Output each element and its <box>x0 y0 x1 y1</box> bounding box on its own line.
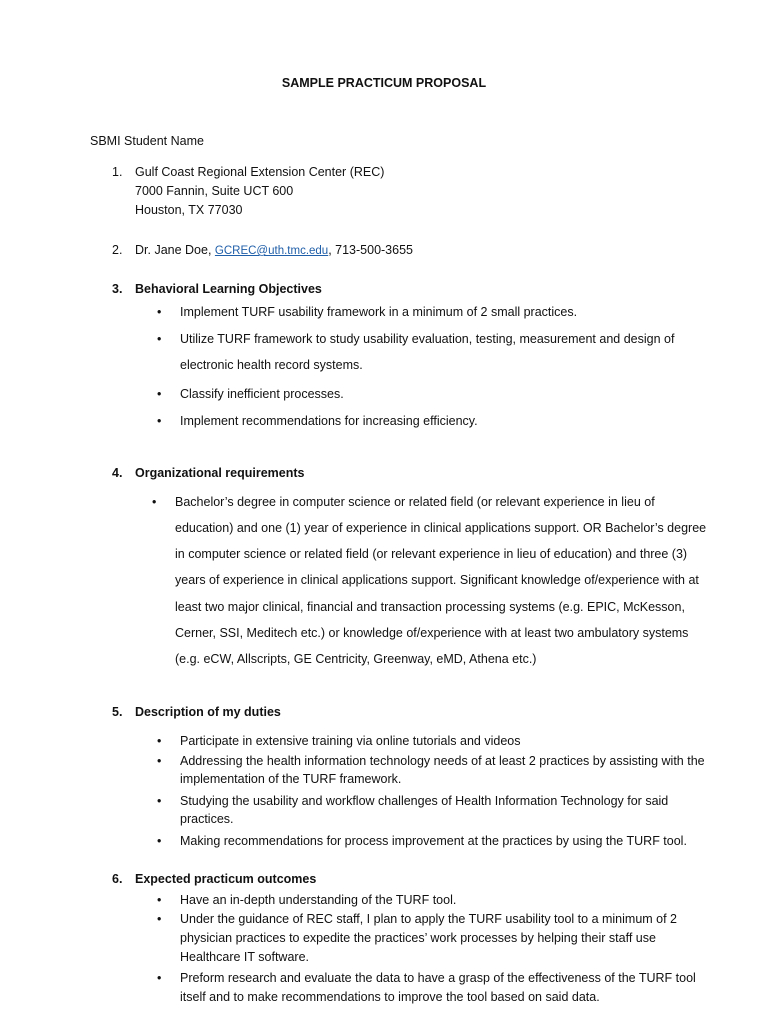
item-3-number: 3. <box>112 282 123 296</box>
requirement-line: in computer science or related field (or relevant experience in lieu of education) and three (3) <box>175 547 688 561</box>
organization-city: Houston, TX 77030 <box>135 203 243 217</box>
duty-item: Studying the usability and workflow challenges of Health Information Technology for said <box>180 794 669 808</box>
student-name-label: SBMI Student Name <box>90 134 204 148</box>
organization-address: 7000 Fannin, Suite UCT 600 <box>135 184 294 198</box>
bullet-icon: • <box>157 893 162 907</box>
bullet-icon: • <box>157 332 162 346</box>
section-heading-requirements: Organizational requirements <box>135 466 305 480</box>
outcome-item-continued: physician practices to expedite the practices’ work processes by helping their staff use <box>180 931 656 945</box>
outcome-item: Under the guidance of REC staff, I plan to apply the TURF usability tool to a minimum of 2 <box>180 912 678 926</box>
duty-item: Addressing the health information technology needs of at least 2 practices by assisting with the <box>180 754 705 768</box>
section-heading-outcomes: Expected practicum outcomes <box>135 872 317 886</box>
bullet-icon: • <box>157 971 162 985</box>
item-6-number: 6. <box>112 872 123 886</box>
duty-item-continued: implementation of the TURF framework. <box>180 772 402 786</box>
bullet-icon: • <box>157 834 162 848</box>
requirement-line: (e.g. eCW, Allscripts, GE Centricity, Greenway, eMD, Athena etc.) <box>175 652 537 666</box>
duty-item: Participate in extensive training via online tutorials and videos <box>180 734 521 748</box>
bullet-icon: • <box>157 305 162 319</box>
objective-item: Utilize TURF framework to study usability evaluation, testing, measurement and design of <box>180 332 675 346</box>
outcome-item-continued: itself and to make recommendations to improve the tool based on said data. <box>180 990 600 1004</box>
requirement-line: education) and one (1) year of experience in clinical applications support. OR Bachelor’s degree <box>175 521 707 535</box>
item-4-number: 4. <box>112 466 123 480</box>
outcome-item: Have an in-depth understanding of the TURF tool. <box>180 893 457 907</box>
objective-item: Classify inefficient processes. <box>180 387 344 401</box>
bullet-icon: • <box>157 794 162 808</box>
requirement-line: Cerner, SSI, Meditech etc.) or knowledge of/experience with at least two ambulatory systems <box>175 626 689 640</box>
requirement-line: Bachelor’s degree in computer science or related field (or relevant experience in lieu of <box>175 495 655 509</box>
contact-name: Dr. Jane Doe, <box>135 243 215 257</box>
bullet-icon: • <box>152 495 157 509</box>
duty-item-continued: practices. <box>180 812 234 826</box>
contact-line <box>135 243 413 257</box>
bullet-icon: • <box>157 734 162 748</box>
bullet-icon: • <box>157 387 162 401</box>
section-heading-duties: Description of my duties <box>135 705 281 719</box>
bullet-icon: • <box>157 754 162 768</box>
objective-item: Implement recommendations for increasing efficiency. <box>180 414 478 428</box>
item-2-number: 2. <box>112 243 123 257</box>
duty-item: Making recommendations for process improvement at the practices by using the TURF tool. <box>180 834 687 848</box>
contact-email-link[interactable]: GCREC@uth.tmc.edu <box>214 245 329 257</box>
item-5-number: 5. <box>112 705 123 719</box>
bullet-icon: • <box>157 414 162 428</box>
outcome-item-continued: Healthcare IT software. <box>180 950 309 964</box>
section-heading-objectives: Behavioral Learning Objectives <box>135 282 322 296</box>
objective-item-continued: electronic health record systems. <box>180 358 363 372</box>
page-title: SAMPLE PRACTICUM PROPOSAL <box>281 76 487 90</box>
requirement-line: years of experience in clinical applications support. Significant knowledge of/experience with at <box>175 573 699 587</box>
bullet-icon: • <box>157 912 162 926</box>
outcome-item: Preform research and evaluate the data to have a grasp of the effectiveness of the TURF tool <box>180 971 696 985</box>
contact-phone: , 713-500-3655 <box>328 243 413 257</box>
item-1-number: 1. <box>112 165 123 179</box>
organization-name: Gulf Coast Regional Extension Center (REC) <box>135 165 385 179</box>
objective-item: Implement TURF usability framework in a minimum of 2 small practices. <box>180 305 578 319</box>
requirement-line: least two major clinical, financial and transaction processing systems (e.g. EPIC, McKesson, <box>175 600 685 614</box>
